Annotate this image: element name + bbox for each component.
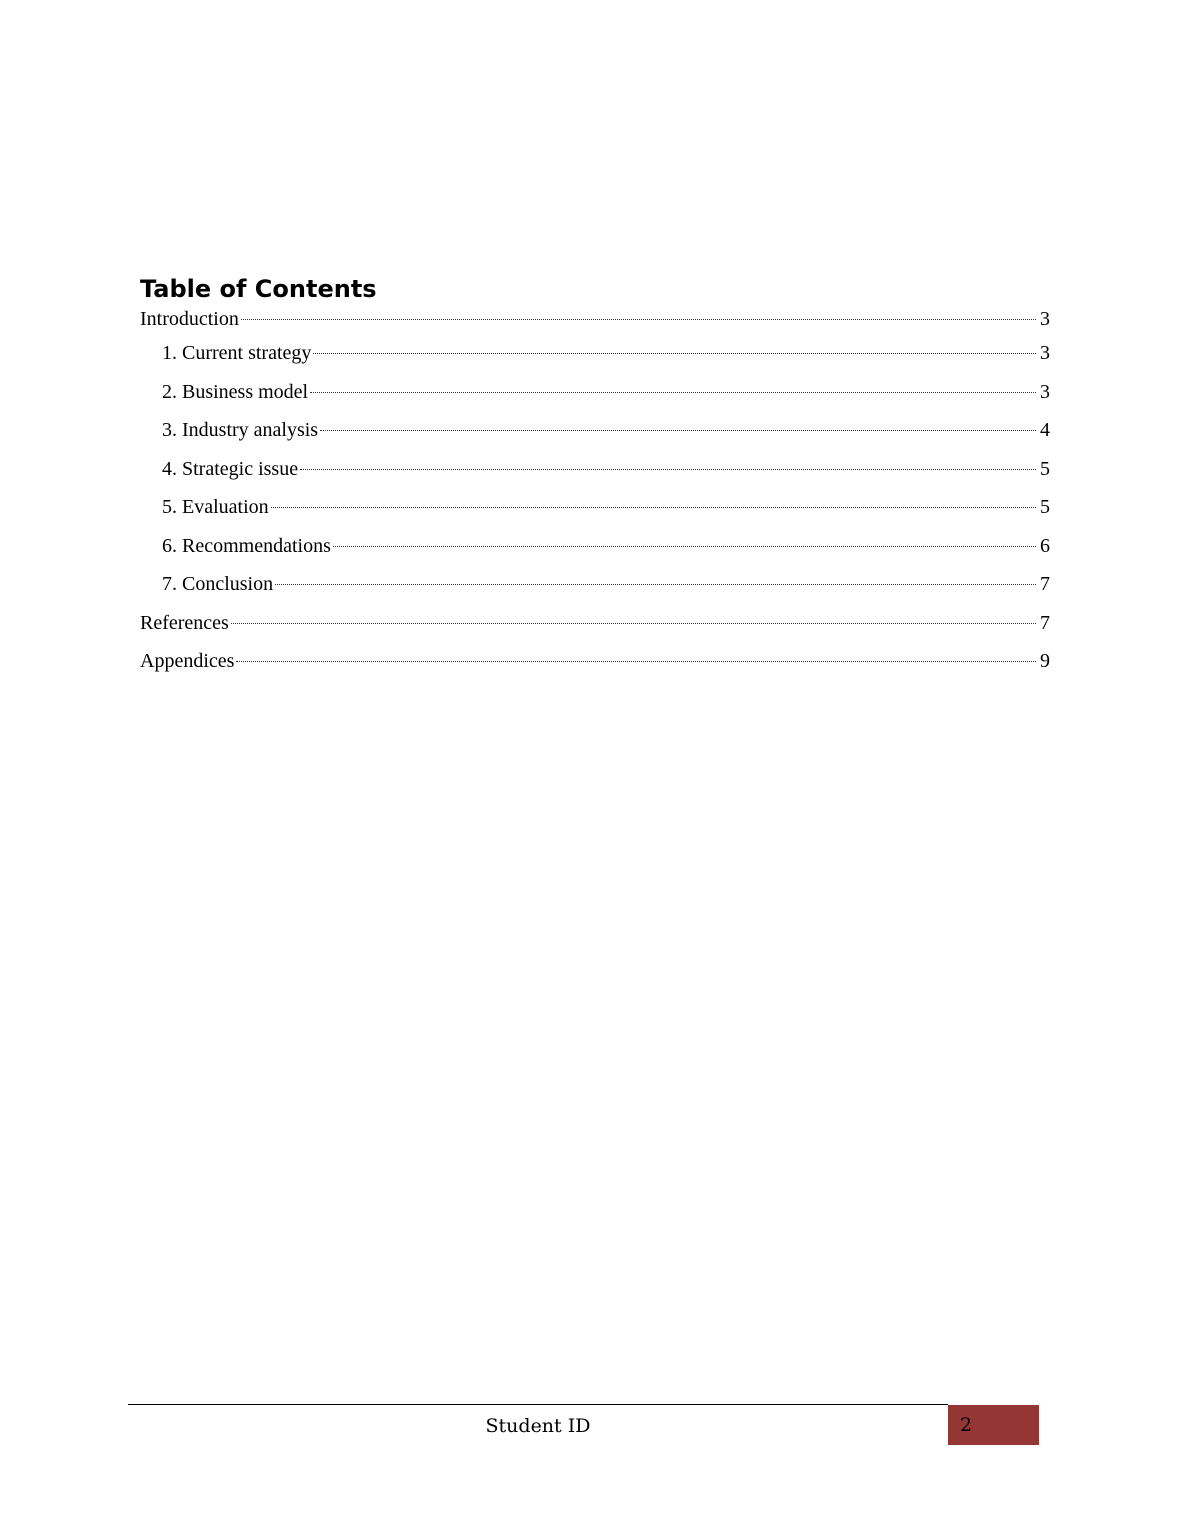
toc-entry-label: 5. Evaluation bbox=[162, 496, 269, 518]
toc-entry-label: 7. Conclusion bbox=[162, 573, 274, 595]
dot-leader bbox=[271, 507, 1036, 508]
toc-entry-label: 4. Strategic issue bbox=[162, 457, 299, 480]
toc-entry-page: 3 bbox=[1040, 342, 1050, 364]
toc-entry-label: Appendices bbox=[140, 650, 235, 672]
toc-entry-page: 5 bbox=[1040, 496, 1050, 518]
toc-entry-page: 4 bbox=[1040, 419, 1050, 441]
toc-entry-current-strategy[interactable] bbox=[140, 338, 1050, 377]
toc-entry-page: 5 bbox=[1040, 457, 1050, 480]
dot-leader bbox=[231, 623, 1036, 624]
dot-leader bbox=[310, 392, 1036, 393]
toc-entry-label: 6. Recommendations bbox=[162, 534, 331, 557]
table-of-contents bbox=[140, 270, 1050, 685]
toc-entry-label: References bbox=[140, 611, 229, 634]
toc-entry-page: 7 bbox=[1040, 611, 1050, 634]
toc-entry-label: 3. Industry analysis bbox=[162, 419, 319, 441]
toc-entry-label: 1. Current strategy bbox=[162, 342, 312, 364]
dot-leader bbox=[275, 584, 1036, 585]
toc-entry-label: Introduction bbox=[140, 308, 239, 330]
toc-list bbox=[140, 304, 1050, 685]
dot-leader bbox=[236, 661, 1036, 662]
dot-leader bbox=[300, 469, 1036, 470]
toc-entry-page: 6 bbox=[1040, 534, 1050, 557]
toc-entry-label: 2. Business model bbox=[162, 380, 309, 403]
toc-entry-recommendations[interactable] bbox=[140, 531, 1050, 570]
page-number-box bbox=[948, 1405, 1039, 1445]
toc-entry-strategic-issue[interactable] bbox=[140, 454, 1050, 493]
toc-entry-conclusion[interactable] bbox=[140, 569, 1050, 608]
toc-entry-references[interactable] bbox=[140, 608, 1050, 647]
toc-entry-appendices[interactable] bbox=[140, 646, 1050, 685]
footer-divider bbox=[128, 1404, 948, 1405]
toc-entry-page: 9 bbox=[1040, 650, 1050, 672]
toc-entry-page: 7 bbox=[1040, 573, 1050, 595]
dot-leader bbox=[313, 353, 1036, 354]
toc-entry-industry-analysis[interactable] bbox=[140, 415, 1050, 454]
footer-student-id: Student ID bbox=[485, 1415, 591, 1437]
page-number: 2 bbox=[960, 1414, 973, 1436]
dot-leader bbox=[320, 430, 1036, 431]
toc-entry-business-model[interactable] bbox=[140, 377, 1050, 416]
toc-entry-introduction[interactable] bbox=[140, 304, 1050, 338]
toc-entry-page: 3 bbox=[1040, 380, 1050, 403]
dot-leader bbox=[241, 319, 1036, 320]
toc-heading: Table of Contents bbox=[140, 275, 377, 303]
toc-entry-page: 3 bbox=[1040, 308, 1050, 330]
toc-entry-evaluation[interactable] bbox=[140, 492, 1050, 531]
dot-leader bbox=[333, 546, 1036, 547]
